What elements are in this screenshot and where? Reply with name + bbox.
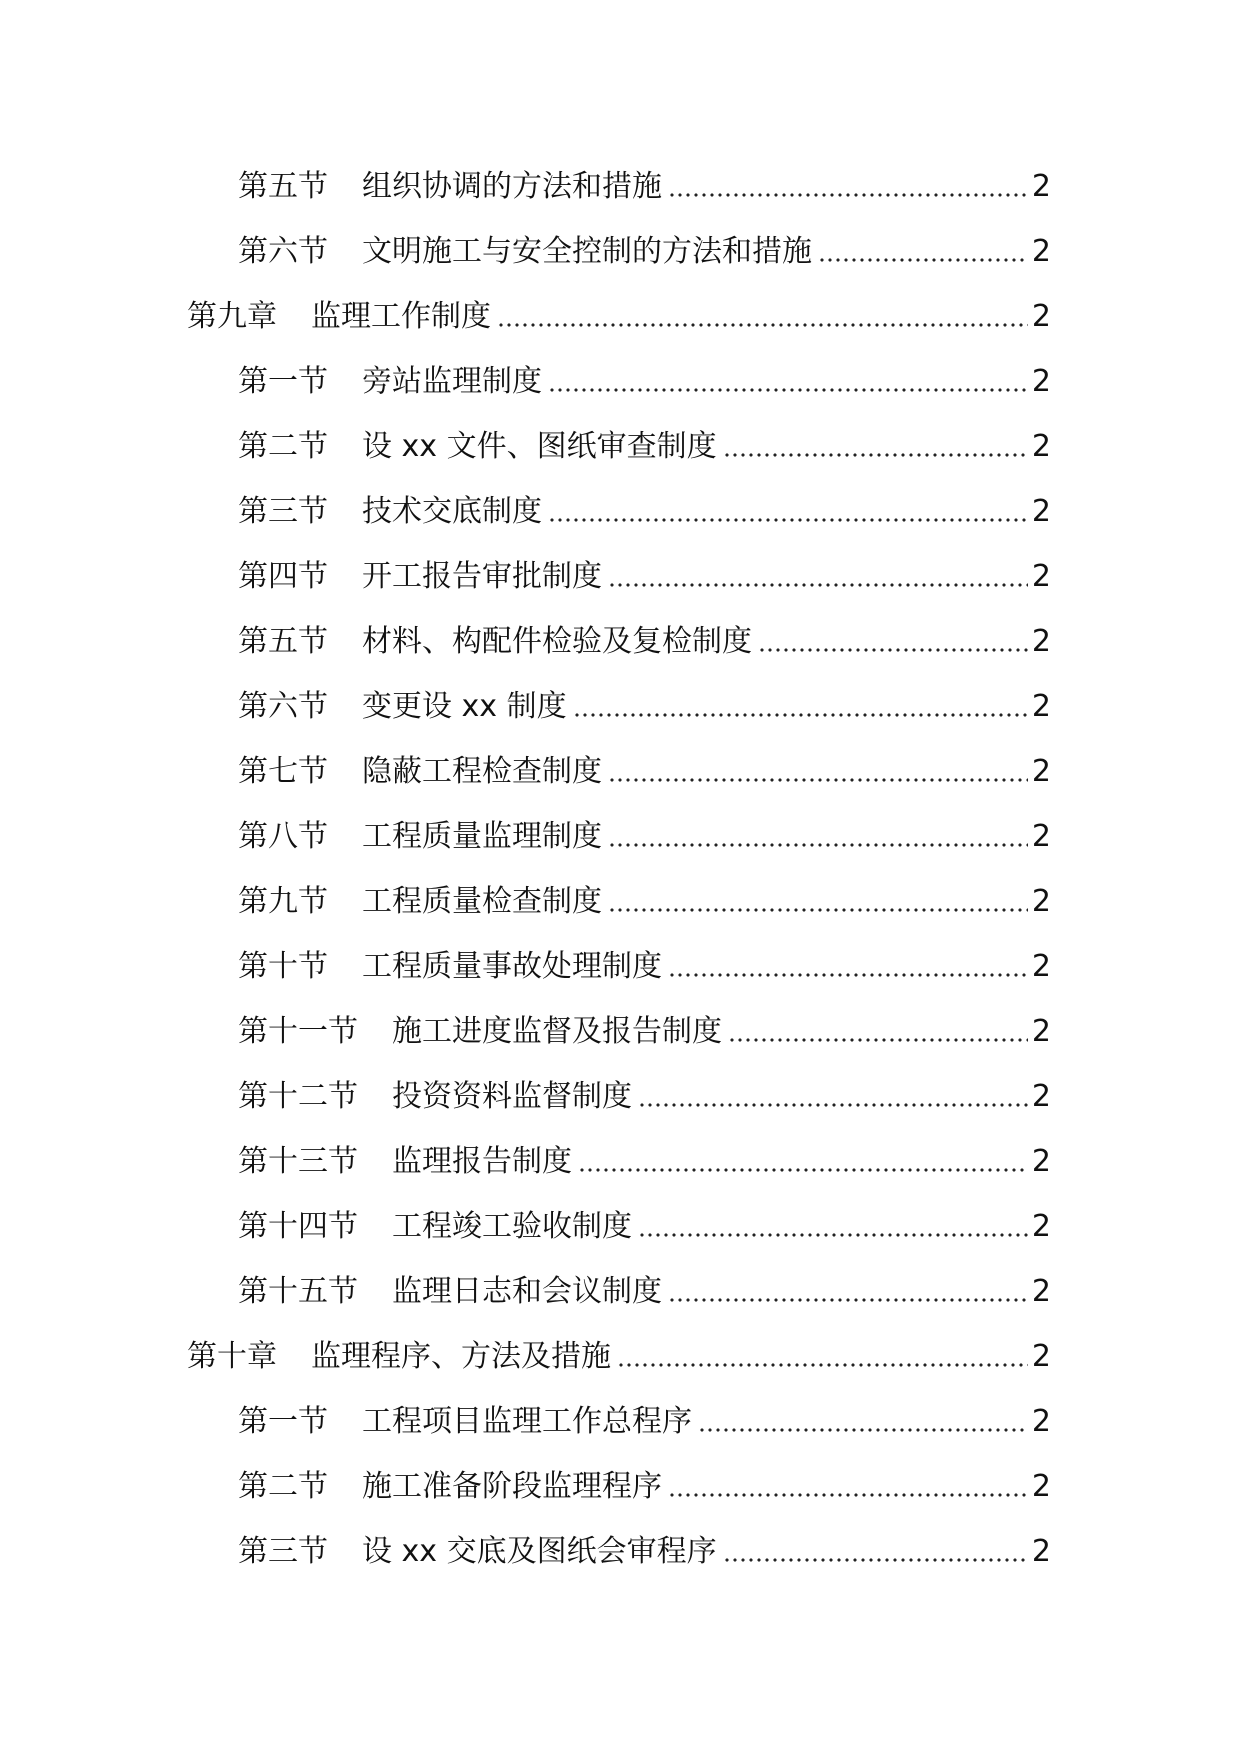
toc-dot-leader bbox=[818, 258, 1028, 262]
toc-entry-title: 投资资料监督制度 bbox=[392, 1078, 632, 1114]
toc-dot-leader bbox=[723, 1558, 1028, 1562]
toc-entry-page: 2 bbox=[1031, 1533, 1051, 1569]
toc-entry-number: 第九节 bbox=[238, 883, 328, 919]
toc-entry-page: 2 bbox=[1031, 558, 1051, 594]
toc-entry-page: 2 bbox=[1031, 623, 1051, 659]
toc-entry[interactable] bbox=[0, 609, 1241, 674]
toc-dot-leader bbox=[638, 1103, 1028, 1107]
toc-entry-title: 监理工作制度 bbox=[311, 298, 491, 334]
table-of-contents bbox=[0, 154, 1241, 1584]
toc-entry[interactable] bbox=[0, 479, 1241, 544]
toc-entry-page: 2 bbox=[1031, 1143, 1051, 1179]
toc-dot-leader bbox=[497, 323, 1028, 327]
toc-entry-number: 第十三节 bbox=[238, 1143, 358, 1179]
toc-entry-page: 2 bbox=[1031, 428, 1051, 464]
toc-entry[interactable] bbox=[0, 154, 1241, 219]
toc-entry-page: 2 bbox=[1031, 688, 1051, 724]
toc-entry-page: 2 bbox=[1031, 493, 1051, 529]
toc-entry-page: 2 bbox=[1031, 1078, 1051, 1114]
toc-dot-leader bbox=[608, 778, 1028, 782]
toc-entry-title: 设 xx 文件、图纸审查制度 bbox=[362, 428, 717, 464]
toc-entry-page: 2 bbox=[1031, 168, 1051, 204]
toc-entry[interactable] bbox=[0, 544, 1241, 609]
toc-entry[interactable] bbox=[0, 999, 1241, 1064]
toc-entry-number: 第九章 bbox=[187, 298, 277, 334]
toc-entry-number: 第十五节 bbox=[238, 1273, 358, 1309]
toc-entry-page: 2 bbox=[1031, 1273, 1051, 1309]
toc-entry-page: 2 bbox=[1031, 883, 1051, 919]
toc-entry-number: 第四节 bbox=[238, 558, 328, 594]
toc-entry[interactable] bbox=[0, 1389, 1241, 1454]
toc-entry-number: 第十四节 bbox=[238, 1208, 358, 1244]
toc-entry[interactable] bbox=[0, 739, 1241, 804]
toc-dot-leader bbox=[638, 1233, 1028, 1237]
toc-entry-page: 2 bbox=[1031, 1403, 1051, 1439]
toc-entry-page: 2 bbox=[1031, 1338, 1051, 1374]
toc-entry-title: 旁站监理制度 bbox=[362, 363, 542, 399]
toc-entry-page: 2 bbox=[1031, 298, 1051, 334]
toc-dot-leader bbox=[668, 1493, 1028, 1497]
toc-entry-title: 施工进度监督及报告制度 bbox=[392, 1013, 722, 1049]
toc-entry-title: 开工报告审批制度 bbox=[362, 558, 602, 594]
toc-entry-title: 工程项目监理工作总程序 bbox=[362, 1403, 692, 1439]
toc-entry-page: 2 bbox=[1031, 753, 1051, 789]
toc-entry-title: 施工准备阶段监理程序 bbox=[362, 1468, 662, 1504]
toc-entry-number: 第十一节 bbox=[238, 1013, 358, 1049]
toc-entry-page: 2 bbox=[1031, 948, 1051, 984]
toc-entry-page: 2 bbox=[1031, 1468, 1051, 1504]
toc-entry-number: 第五节 bbox=[238, 623, 328, 659]
toc-entry-page: 2 bbox=[1031, 363, 1051, 399]
toc-entry-number: 第十二节 bbox=[238, 1078, 358, 1114]
toc-entry-page: 2 bbox=[1031, 1013, 1051, 1049]
toc-entry[interactable] bbox=[0, 414, 1241, 479]
toc-entry[interactable] bbox=[0, 869, 1241, 934]
toc-entry-number: 第六节 bbox=[238, 233, 328, 269]
toc-entry[interactable] bbox=[0, 1519, 1241, 1584]
toc-entry-number: 第二节 bbox=[238, 428, 328, 464]
toc-entry[interactable] bbox=[0, 1129, 1241, 1194]
toc-entry-number: 第十章 bbox=[187, 1338, 277, 1374]
toc-dot-leader bbox=[698, 1428, 1028, 1432]
toc-entry-title: 变更设 xx 制度 bbox=[362, 688, 567, 724]
toc-dot-leader bbox=[668, 1298, 1028, 1302]
toc-dot-leader bbox=[608, 843, 1028, 847]
toc-entry-number: 第三节 bbox=[238, 1533, 328, 1569]
toc-dot-leader bbox=[578, 1168, 1028, 1172]
toc-entry-title: 材料、构配件检验及复检制度 bbox=[362, 623, 752, 659]
toc-entry-page: 2 bbox=[1031, 818, 1051, 854]
toc-entry-title: 组织协调的方法和措施 bbox=[362, 168, 662, 204]
toc-dot-leader bbox=[758, 648, 1028, 652]
toc-entry[interactable] bbox=[0, 1259, 1241, 1324]
toc-dot-leader bbox=[548, 388, 1028, 392]
toc-entry-title: 设 xx 交底及图纸会审程序 bbox=[362, 1533, 717, 1569]
toc-entry-number: 第三节 bbox=[238, 493, 328, 529]
toc-entry-number: 第五节 bbox=[238, 168, 328, 204]
toc-dot-leader bbox=[548, 518, 1028, 522]
toc-dot-leader bbox=[668, 973, 1028, 977]
toc-dot-leader bbox=[608, 908, 1028, 912]
toc-chapter-entry[interactable] bbox=[0, 284, 1241, 349]
toc-entry[interactable] bbox=[0, 1064, 1241, 1129]
toc-dot-leader bbox=[723, 453, 1028, 457]
toc-entry-page: 2 bbox=[1031, 233, 1051, 269]
toc-dot-leader bbox=[608, 583, 1028, 587]
toc-entry-number: 第八节 bbox=[238, 818, 328, 854]
toc-entry[interactable] bbox=[0, 674, 1241, 739]
toc-entry[interactable] bbox=[0, 934, 1241, 999]
toc-entry-title: 工程质量检查制度 bbox=[362, 883, 602, 919]
toc-entry-number: 第七节 bbox=[238, 753, 328, 789]
toc-entry-title: 监理日志和会议制度 bbox=[392, 1273, 662, 1309]
toc-chapter-entry[interactable] bbox=[0, 1324, 1241, 1389]
toc-entry-title: 工程质量事故处理制度 bbox=[362, 948, 662, 984]
toc-entry-title: 监理程序、方法及措施 bbox=[311, 1338, 611, 1374]
toc-entry-title: 技术交底制度 bbox=[362, 493, 542, 529]
toc-entry-number: 第二节 bbox=[238, 1468, 328, 1504]
toc-entry-title: 工程质量监理制度 bbox=[362, 818, 602, 854]
toc-entry[interactable] bbox=[0, 219, 1241, 284]
toc-entry-number: 第一节 bbox=[238, 1403, 328, 1439]
toc-entry-page: 2 bbox=[1031, 1208, 1051, 1244]
toc-dot-leader bbox=[728, 1038, 1028, 1042]
toc-dot-leader bbox=[668, 193, 1028, 197]
toc-entry-number: 第六节 bbox=[238, 688, 328, 724]
toc-entry-title: 隐蔽工程检查制度 bbox=[362, 753, 602, 789]
toc-entry-title: 工程竣工验收制度 bbox=[392, 1208, 632, 1244]
toc-entry[interactable] bbox=[0, 1194, 1241, 1259]
toc-dot-leader bbox=[573, 713, 1028, 717]
toc-entry-title: 监理报告制度 bbox=[392, 1143, 572, 1179]
toc-dot-leader bbox=[617, 1363, 1028, 1367]
toc-entry[interactable] bbox=[0, 804, 1241, 869]
toc-entry-number: 第一节 bbox=[238, 363, 328, 399]
toc-entry-title: 文明施工与安全控制的方法和措施 bbox=[362, 233, 812, 269]
toc-entry[interactable] bbox=[0, 349, 1241, 414]
toc-entry-number: 第十节 bbox=[238, 948, 328, 984]
toc-entry[interactable] bbox=[0, 1454, 1241, 1519]
